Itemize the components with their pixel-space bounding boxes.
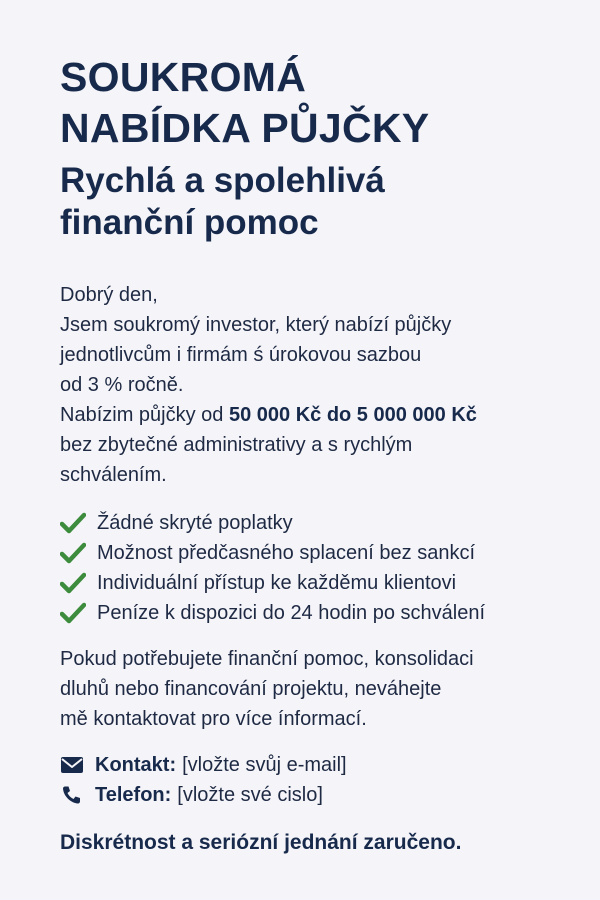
email-value: [vložte svůj e-mail]	[182, 754, 347, 776]
benefits-list	[60, 508, 570, 628]
greeting: Dobrý den,	[60, 284, 158, 306]
intro-paragraph	[60, 280, 570, 400]
benefit-item	[60, 508, 570, 538]
phone-value: [vložte své cislo]	[177, 784, 323, 806]
benefit-text: Žádné skryté poplatky	[97, 512, 293, 534]
benefit-text: Individuální přístup ke každěmu klientovi	[97, 572, 457, 594]
benefit-item	[60, 568, 570, 598]
contact-block	[60, 750, 570, 810]
intro-line-2: Jsem soukromý investor, který nabízí půjčky	[60, 314, 452, 336]
offer-prefix: Nabízim půjčky od	[60, 404, 229, 426]
page-title	[60, 52, 570, 154]
benefit-item	[60, 538, 570, 568]
title-line-2: NABÍDKA PŮJČKY	[60, 105, 430, 151]
footer-statement: Diskrétnost a seriózní jednání zaručeno.	[60, 831, 462, 854]
benefit-text: Peníze k dispozici do 24 hodin po schválení	[97, 602, 486, 624]
phone-label: Telefon:	[95, 784, 172, 806]
check-icon	[60, 572, 86, 594]
benefit-text: Možnost předčasného splacení bez sankcí	[97, 542, 475, 564]
subtitle-line-1: Rychlá a spolehlivá	[60, 161, 385, 200]
offer-line-2: bez zbytečné administrativy a s rychlým	[60, 434, 413, 456]
offer-paragraph	[60, 400, 570, 490]
ad-page	[60, 52, 570, 858]
phone-icon	[60, 785, 84, 805]
phone-row	[60, 780, 570, 810]
closing-line-3: mě kontaktovat pro více ínformací.	[60, 708, 367, 730]
offer-line-3: schválením.	[60, 464, 167, 486]
title-line-1: SOUKROMÁ	[60, 54, 307, 100]
email-row	[60, 750, 570, 780]
offer-amount: 50 000 Kč do 5 000 000 Kč	[228, 404, 477, 426]
check-icon	[60, 602, 86, 624]
page-subtitle	[60, 160, 570, 244]
closing-line-2: dluhů nebo financování projektu, neváhejte	[60, 678, 442, 700]
intro-line-3: jednotlivcům i firmám ś úrokovou sazbou	[60, 344, 422, 366]
intro-line-4: od 3 % ročně.	[60, 374, 184, 396]
closing-paragraph	[60, 644, 570, 734]
envelope-icon	[60, 755, 84, 775]
check-icon	[60, 542, 86, 564]
closing-line-1: Pokud potřebujete finanční pomoc, konsolidaci	[60, 648, 474, 670]
subtitle-line-2: finanční pomoc	[60, 203, 319, 242]
email-label: Kontakt:	[95, 754, 177, 776]
check-icon	[60, 512, 86, 534]
benefit-item	[60, 598, 570, 628]
